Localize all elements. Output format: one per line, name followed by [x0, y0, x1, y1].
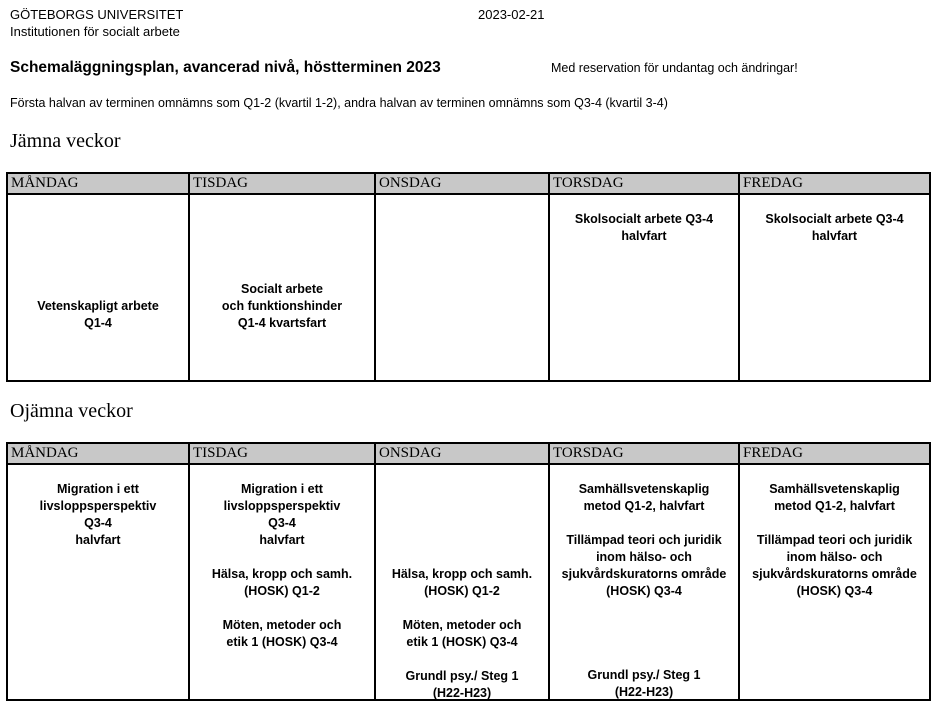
- course-line: Samhällsvetenskaplig: [578, 482, 710, 496]
- odd-weeks-table: [6, 442, 931, 701]
- table-header-row: [7, 173, 930, 194]
- course-block: [740, 481, 929, 600]
- course-line: inom hälso- och: [596, 550, 692, 564]
- day-header-thursday: TORSDAG: [549, 173, 739, 194]
- course-line: halvfart: [75, 533, 121, 547]
- course-line: livsloppsperspektiv: [223, 499, 341, 513]
- cell-odd-wednesday: [375, 464, 549, 700]
- cell-odd-monday: [7, 464, 189, 700]
- day-header-tuesday: TISDAG: [189, 173, 375, 194]
- course-line: inom hälso- och: [786, 550, 883, 564]
- cell-even-monday: [7, 194, 189, 381]
- cell-odd-thursday: [549, 464, 739, 700]
- course-line: Skolsocialt arbete Q3-4: [574, 212, 714, 226]
- day-header-friday: FREDAG: [739, 173, 930, 194]
- course-line: Q1-4: [84, 316, 112, 330]
- quartile-note: Första halvan av terminen omnämns som Q1-2 (kvartil 1-2), andra halvan av terminen omnämns som Q3-4 (kvartil 3-4): [10, 96, 668, 110]
- course-line: Grundl psy./ Steg 1: [587, 668, 701, 682]
- day-header-wednesday: ONSDAG: [375, 443, 549, 464]
- course-block: [740, 211, 929, 245]
- course-line: (HOSK) Q3-4: [796, 584, 873, 598]
- day-header-tuesday: TISDAG: [189, 443, 375, 464]
- table-row: [7, 194, 930, 381]
- course-line: (HOSK) Q1-2: [244, 584, 320, 598]
- cell-odd-tuesday: [189, 464, 375, 700]
- day-header-monday: MÅNDAG: [7, 173, 189, 194]
- course-block: [550, 481, 738, 600]
- course-block: [190, 281, 374, 332]
- course-line: metod Q1-2, halvfart: [583, 499, 705, 513]
- course-line: och funktionshinder: [221, 299, 343, 313]
- course-block: [190, 481, 374, 651]
- course-line: Möten, metoder och: [402, 618, 522, 632]
- course-block: [550, 211, 738, 245]
- document-title: Schemaläggningsplan, avancerad nivå, höstterminen 2023: [10, 59, 441, 76]
- reservation-note: Med reservation för undantag och ändringar!: [551, 61, 798, 75]
- course-line: Hälsa, kropp och samh.: [211, 567, 353, 581]
- course-line: (HOSK) Q3-4: [606, 584, 682, 598]
- course-line: (HOSK) Q1-2: [424, 584, 500, 598]
- course-line: Hälsa, kropp och samh.: [391, 567, 533, 581]
- cell-even-wednesday: [375, 194, 549, 381]
- course-line: sjukvårdskuratorns område: [561, 567, 727, 581]
- university-name: GÖTEBORGS UNIVERSITET: [10, 7, 184, 22]
- course-line: Möten, metoder och: [222, 618, 342, 632]
- course-block: [8, 298, 188, 332]
- course-line: Migration i ett: [57, 482, 139, 496]
- even-weeks-table: [6, 172, 931, 382]
- course-line: Samhällsvetenskaplig: [769, 482, 900, 496]
- institution-name: Institutionen för socialt arbete: [10, 24, 180, 39]
- course-line: (H22-H23): [432, 686, 492, 700]
- course-line: sjukvårdskuratorns område: [752, 567, 917, 581]
- course-line: halvfart: [621, 229, 667, 243]
- course-line: Q3-4: [268, 516, 296, 530]
- cell-odd-friday: [739, 464, 930, 700]
- course-line: (H22-H23): [614, 685, 674, 699]
- day-header-thursday: TORSDAG: [549, 443, 739, 464]
- course-line: Socialt arbete: [241, 282, 323, 296]
- course-line: Migration i ett: [241, 482, 323, 496]
- day-header-monday: MÅNDAG: [7, 443, 189, 464]
- day-header-friday: FREDAG: [739, 443, 930, 464]
- course-block: [550, 667, 738, 701]
- course-line: Tillämpad teori och juridik: [566, 533, 722, 547]
- course-line: Skolsocialt arbete Q3-4: [765, 212, 904, 226]
- course-line: Q3-4: [84, 516, 112, 530]
- document-date: 2023-02-21: [478, 7, 545, 22]
- cell-even-friday: [739, 194, 930, 381]
- course-line: Grundl psy./ Steg 1: [405, 669, 519, 683]
- course-line: metod Q1-2, halvfart: [774, 499, 895, 513]
- table-row: [7, 464, 930, 700]
- course-line: Tillämpad teori och juridik: [756, 533, 913, 547]
- day-header-wednesday: ONSDAG: [375, 173, 549, 194]
- cell-even-thursday: [549, 194, 739, 381]
- course-line: etik 1 (HOSK) Q3-4: [226, 635, 338, 649]
- course-line: livsloppsperspektiv: [39, 499, 157, 513]
- cell-even-tuesday: [189, 194, 375, 381]
- course-line: halvfart: [259, 533, 305, 547]
- course-block: [376, 566, 548, 702]
- course-line: Q1-4 kvartsfart: [237, 316, 327, 330]
- odd-weeks-heading: Ojämna veckor: [10, 400, 133, 422]
- course-line: Vetenskapligt arbete: [37, 299, 159, 313]
- even-weeks-heading: Jämna veckor: [10, 130, 121, 152]
- course-block: [8, 481, 188, 549]
- course-line: etik 1 (HOSK) Q3-4: [406, 635, 518, 649]
- course-line: halvfart: [811, 229, 858, 243]
- table-header-row: [7, 443, 930, 464]
